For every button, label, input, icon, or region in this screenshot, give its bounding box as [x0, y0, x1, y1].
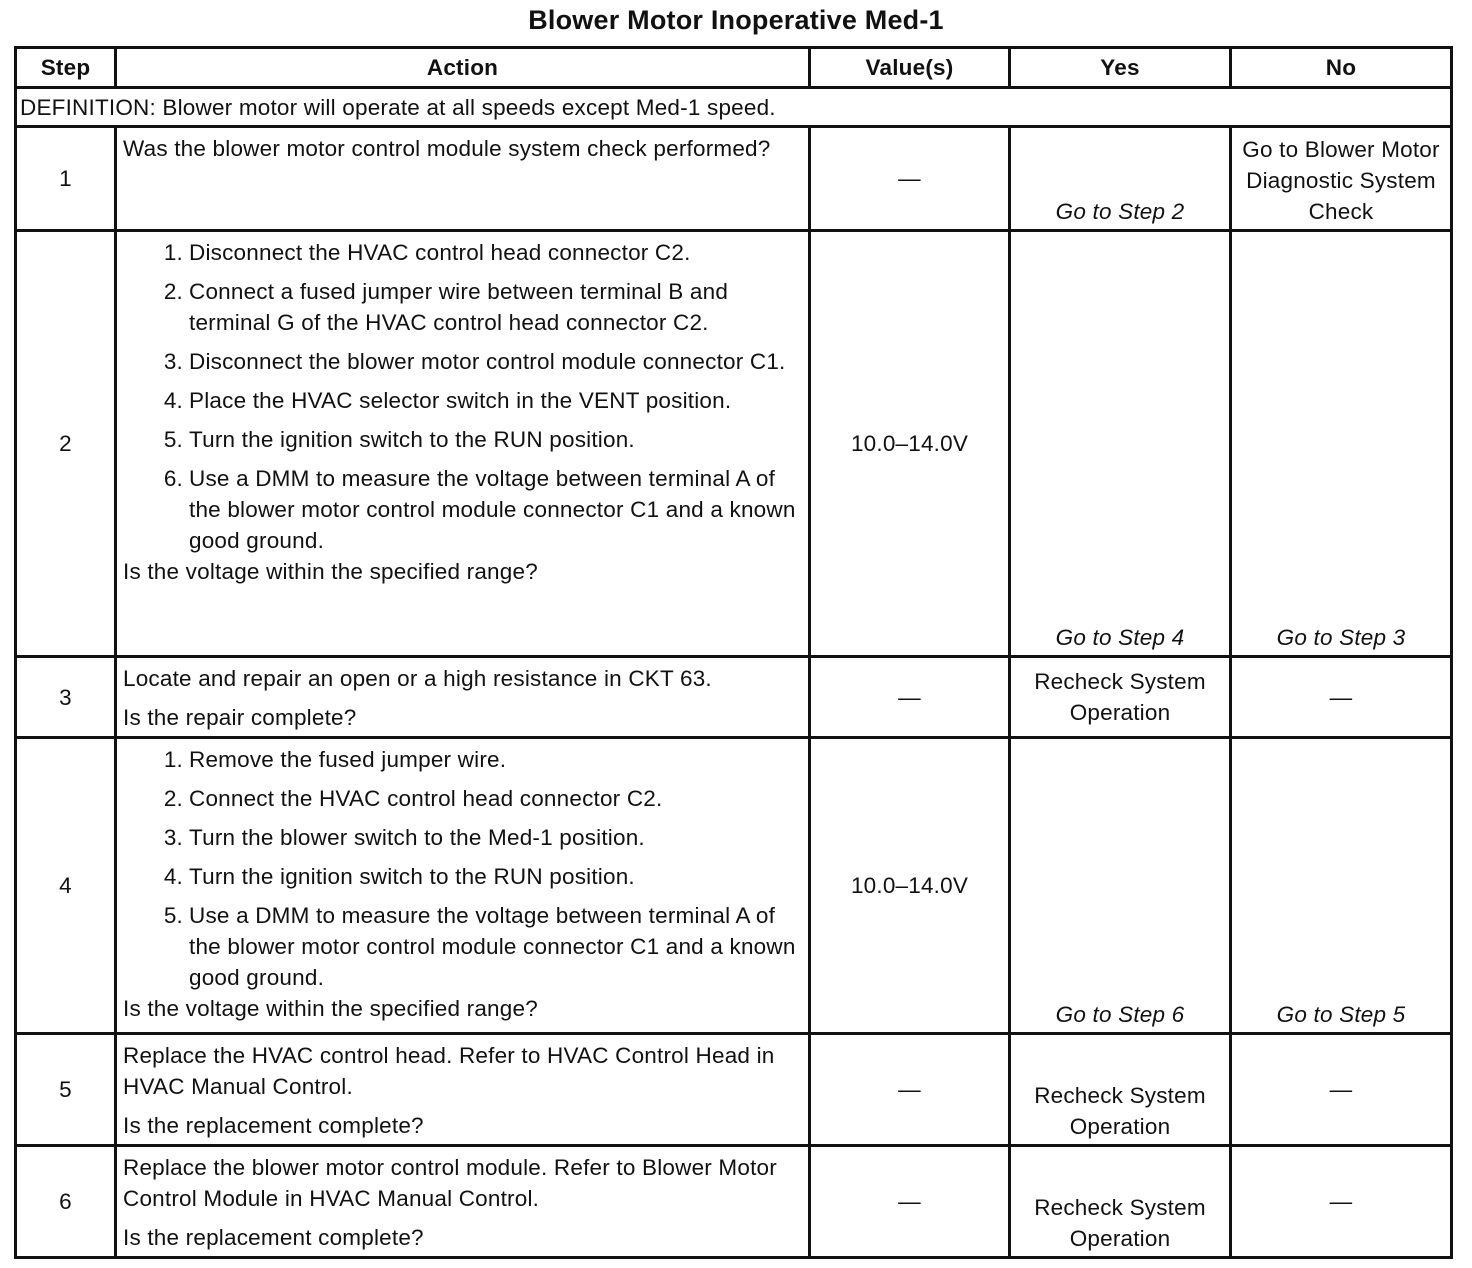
- action-cell: [116, 738, 810, 1034]
- table-row: [16, 1146, 1452, 1258]
- action-question: Is the repair complete?: [123, 705, 357, 730]
- list-item: 3. Turn the blower switch to the Med-1 position.: [163, 825, 645, 850]
- yes-cell: Recheck System Operation: [1010, 657, 1231, 738]
- action-question: Is the replacement complete?: [123, 1225, 424, 1250]
- table-row: [16, 738, 1452, 1034]
- action-steps-list: [123, 744, 802, 993]
- action-question: Is the replacement complete?: [123, 1113, 424, 1138]
- no-cell: Go to Step 3: [1231, 231, 1452, 657]
- definition-row: [16, 88, 1452, 127]
- header-row: [16, 48, 1452, 88]
- step-number: 5: [16, 1034, 116, 1146]
- no-cell: Go to Step 5: [1231, 738, 1452, 1034]
- page-title: Blower Motor Inoperative Med-1: [528, 5, 944, 35]
- action-text: Locate and repair an open or a high resistance in CKT 63.: [123, 666, 712, 691]
- action-cell: [116, 1034, 810, 1146]
- table-row: [16, 231, 1452, 657]
- list-item: 2. Connect a fused jumper wire between terminal B and terminal G of the HVAC control head connector C2.: [163, 279, 729, 335]
- step-number: 4: [16, 738, 116, 1034]
- table-row: [16, 127, 1452, 231]
- value-cell: —: [810, 657, 1010, 738]
- value-cell: 10.0–14.0V: [810, 738, 1010, 1034]
- header-action: Action: [116, 48, 810, 88]
- action-steps-list: [123, 237, 802, 556]
- step-number: 1: [16, 127, 116, 231]
- step-number: 2: [16, 231, 116, 657]
- list-item: 4. Place the HVAC selector switch in the VENT position.: [163, 388, 732, 413]
- yes-cell: Go to Step 4: [1010, 231, 1231, 657]
- action-cell: [116, 657, 810, 738]
- table-row: [16, 657, 1452, 738]
- list-item: 6. Use a DMM to measure the voltage between terminal A of the blower motor control module connector C1 and a known good ground.: [163, 466, 796, 553]
- no-cell: —: [1231, 1146, 1452, 1258]
- action-cell: [116, 127, 810, 231]
- yes-cell: Go to Step 2: [1010, 127, 1231, 231]
- action-question: Is the voltage within the specified range?: [123, 996, 538, 1021]
- list-item: 1. Remove the fused jumper wire.: [163, 747, 507, 772]
- no-cell: Go to Blower Motor Diagnostic System Check: [1231, 127, 1452, 231]
- yes-cell: Recheck System Operation: [1010, 1034, 1231, 1146]
- header-step: Step: [16, 48, 116, 88]
- action-cell: [116, 231, 810, 657]
- action-text: Replace the blower motor control module. Refer to Blower Motor Control Module in HVAC Manual Control.: [123, 1155, 777, 1211]
- list-item: 1. Disconnect the HVAC control head connector C2.: [163, 240, 691, 265]
- table-row: [16, 1034, 1452, 1146]
- header-no: No: [1231, 48, 1452, 88]
- list-item: 2. Connect the HVAC control head connector C2.: [163, 786, 663, 811]
- action-cell: [116, 1146, 810, 1258]
- diagnostic-table: [14, 46, 1453, 1259]
- list-item: 5. Use a DMM to measure the voltage between terminal A of the blower motor control module connector C1 and a known good ground.: [163, 903, 796, 990]
- action-question: Is the voltage within the specified range?: [123, 559, 538, 584]
- list-item: 5. Turn the ignition switch to the RUN position.: [163, 427, 635, 452]
- header-values: Value(s): [810, 48, 1010, 88]
- step-number: 6: [16, 1146, 116, 1258]
- action-text: Replace the HVAC control head. Refer to HVAC Control Head in HVAC Manual Control.: [123, 1043, 775, 1099]
- action-text: Was the blower motor control module system check performed?: [123, 136, 771, 161]
- yes-cell: Go to Step 6: [1010, 738, 1231, 1034]
- step-number: 3: [16, 657, 116, 738]
- header-yes: Yes: [1010, 48, 1231, 88]
- value-cell: —: [810, 1146, 1010, 1258]
- list-item: 4. Turn the ignition switch to the RUN position.: [163, 864, 635, 889]
- no-cell: —: [1231, 1034, 1452, 1146]
- list-item: 3. Disconnect the blower motor control module connector C1.: [163, 349, 786, 374]
- definition-text: DEFINITION: Blower motor will operate at all speeds except Med-1 speed.: [16, 88, 1452, 127]
- value-cell: 10.0–14.0V: [810, 231, 1010, 657]
- yes-cell: Recheck System Operation: [1010, 1146, 1231, 1258]
- value-cell: —: [810, 1034, 1010, 1146]
- value-cell: —: [810, 127, 1010, 231]
- no-cell: —: [1231, 657, 1452, 738]
